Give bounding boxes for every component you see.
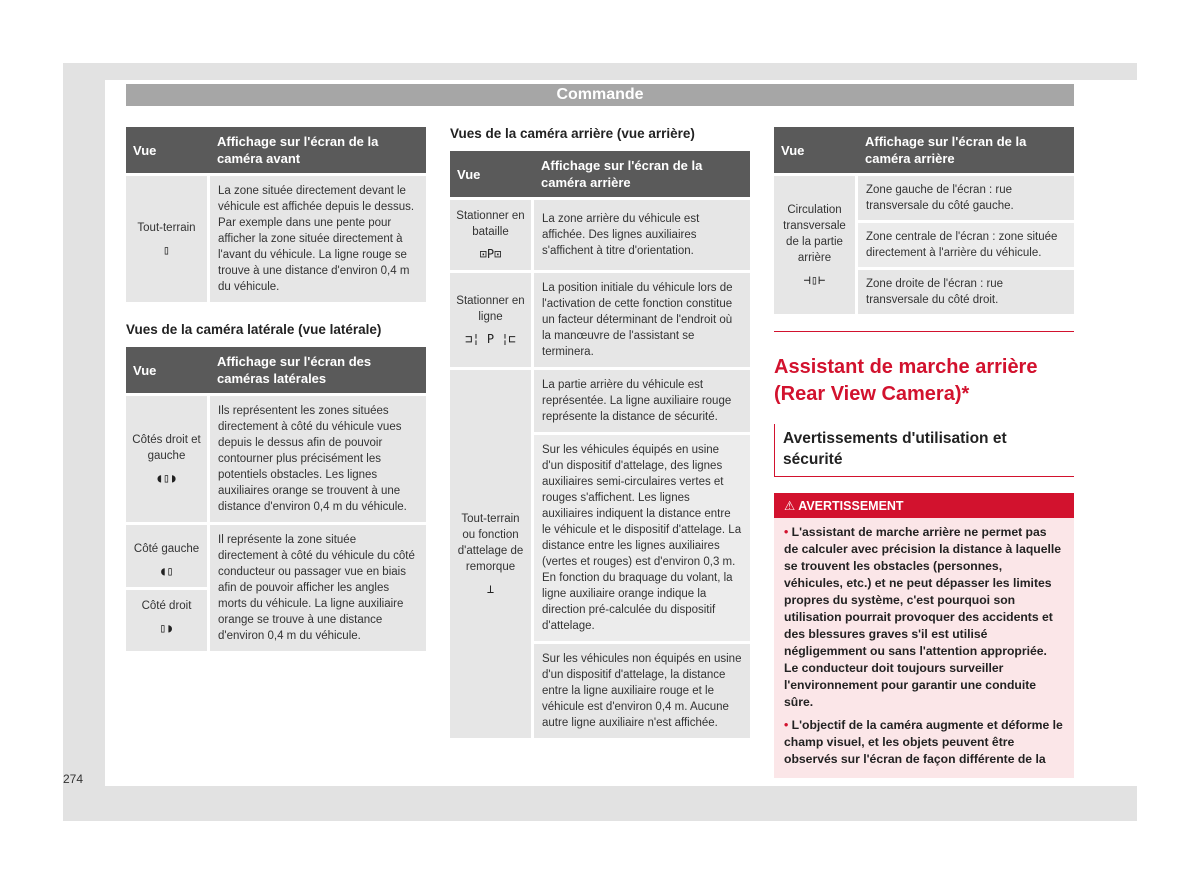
table-head-display: Affichage sur l'écran de la caméra arrière — [858, 127, 1074, 173]
offroad-front-icon: ▯ — [162, 243, 171, 257]
table-head-display: Affichage sur l'écran des caméras latérales — [210, 347, 426, 393]
view-cell — [450, 200, 534, 270]
section-header: Commande — [126, 84, 1074, 106]
display-cell — [858, 176, 1074, 314]
table-row — [126, 396, 426, 522]
table-row — [450, 200, 750, 270]
table-head-view: Vue — [450, 151, 534, 197]
parking-bay-icon: ⊡P⊡ — [479, 247, 502, 261]
view-cell — [450, 273, 534, 367]
column-1 — [126, 124, 426, 654]
view-label: Stationner en bataille — [456, 210, 525, 238]
view-label: Côté droit — [141, 599, 192, 612]
warning-header — [774, 493, 1074, 518]
rear-camera-title: Vues de la caméra arrière (vue arrière) — [450, 126, 695, 141]
table-head-display: Affichage sur l'écran de la caméra arrière — [534, 151, 750, 197]
warning-label: AVERTISSEMENT — [798, 499, 904, 513]
view-label: Côtés droit et gauche — [132, 434, 201, 462]
view-label: Côté gauche — [133, 542, 200, 555]
display-text: Sur les véhicules non équipés en usine d'un dispositif d'attelage, la distance entre la ligne auxiliaire rouge et le véhicule est d'environ 0,4 m. Aucune autre ligne auxiliaire n'est affichée. — [534, 644, 750, 738]
display-cell: La position initiale du véhicule lors de l'activation de cette fonction constitue un facteur déterminant de l'endroit où la manœuvre de l'assistant se terminera. — [534, 273, 750, 367]
view-cell — [774, 176, 858, 314]
display-text: Sur les véhicules équipés en usine d'un dispositif d'attelage, des lignes auxiliaires semi-circulaires vertes et rouges s'affichent. Les lignes auxiliaires indiquent la distance entre le véhicule et le dispositif d'attelage. La distance entre les lignes auxiliaires (vertes et rouges) est d'environ 0,3 m. En fonction du braquage du volant, la ligne auxiliaire orange indique la direction pré-calculée du dispositif d'attelage. — [534, 435, 750, 641]
table-head-view: Vue — [126, 127, 210, 173]
display-cell: La zone située directement devant le véhicule est affichée depuis le dessus. Par exemple dans une pente pour afficher la zone située directement à l'avant du véhicule. La ligne rouge se trouve à une distance d'environ 0,4 m du véhicule. — [210, 176, 426, 302]
side-camera-title: Vues de la caméra latérale (vue latérale) — [126, 322, 382, 337]
view-cell — [126, 176, 210, 302]
display-cell — [534, 370, 750, 738]
display-cell: Il représente la zone située directement à côté du véhicule du côté conducteur ou passager vue en biais afin de pouvoir afficher les angles morts du véhicule. La ligne auxiliaire orange se trouve à une distance d'environ 0,4 m du véhicule. — [210, 525, 426, 651]
bullet-icon: • — [784, 525, 789, 539]
table-row — [774, 176, 1074, 314]
subhead-box — [774, 424, 1074, 477]
column-3 — [774, 124, 1074, 778]
warning-item: • L'assistant de marche arrière ne permet pas de calculer avec précision la distance à laquelle se trouvent les obstacles (personnes, véhicules, etc.) et ne peut dépasser les limites propres du système, c'est pourquoi son utilisation pourrait provoquer des accidents et des blessures graves s'il est utilisé négligemment ou sans l'attention appropriée. Le conducteur doit toujours surveiller l'environnement pour garantir une conduite sûre. — [784, 525, 1062, 709]
table-row — [126, 525, 426, 651]
tow-hitch-icon: ⊥ — [486, 582, 495, 596]
table-row — [126, 176, 426, 302]
display-text: La partie arrière du véhicule est représentée. La ligne auxiliaire rouge représente la distance de sécurité. — [534, 370, 750, 432]
cross-traffic-icon: ⊣▯⊢ — [803, 273, 826, 287]
display-cell: La zone arrière du véhicule est affichée. Des lignes auxiliaires s'affichent à titre d'orientation. — [534, 200, 750, 270]
warning-box — [774, 493, 1074, 778]
table-head-display: Affichage sur l'écran de la caméra avant — [210, 127, 426, 173]
display-cell: Ils représentent les zones situées directement à côté du véhicule vues depuis le dessus afin de pouvoir contourner plus précisément les potentiels obstacles. Les lignes auxiliaires orange se trouvent à une distance d'environ 0,4 m du véhicule. — [210, 396, 426, 522]
rear-camera-table — [450, 148, 750, 741]
page-number: 274 — [63, 772, 84, 786]
warning-triangle-icon: ⚠ — [784, 499, 796, 513]
view-label: Tout-terrain ou fonction d'attelage de remorque — [457, 513, 524, 573]
side-right-icon: ▯◗ — [159, 620, 174, 635]
column-2 — [450, 126, 750, 741]
display-text: Zone centrale de l'écran : zone située directement à l'arrière du véhicule. — [858, 223, 1074, 267]
table-row — [450, 370, 750, 738]
display-text: Zone gauche de l'écran : rue transversale du côté gauche. — [858, 176, 1074, 220]
view-label: Circulation transversale de la partie arrière — [783, 204, 846, 264]
front-camera-table — [126, 124, 426, 305]
bullet-icon: • — [784, 718, 789, 732]
view-cell — [450, 370, 534, 738]
side-left-icon: ◖▯ — [159, 563, 174, 578]
cross-traffic-table — [774, 124, 1074, 317]
warning-body — [774, 518, 1074, 778]
table-head-view: Vue — [126, 347, 210, 393]
subhead: Avertissements d'utilisation et sécurité — [783, 430, 1007, 468]
display-text: Zone droite de l'écran : rue transversale du côté droit. — [858, 270, 1074, 314]
view-label: Tout-terrain — [137, 222, 196, 234]
warning-item: • L'objectif de la caméra augmente et déforme le champ visuel, et les objets peuvent être observés sur l'écran de façon différente de la — [784, 718, 1063, 766]
view-label: Stationner en ligne — [456, 295, 525, 323]
table-head-view: Vue — [774, 127, 858, 173]
view-cell — [126, 525, 210, 651]
table-row — [450, 273, 750, 367]
rear-assist-title: Assistant de marche arrière (Rear View Camera)* — [774, 356, 1038, 405]
side-both-icon: ◖▯◗ — [155, 471, 178, 485]
side-camera-table — [126, 344, 426, 654]
view-cell — [126, 396, 210, 522]
parallel-parking-icon: ⊐¦ P ¦⊏ — [465, 332, 516, 346]
